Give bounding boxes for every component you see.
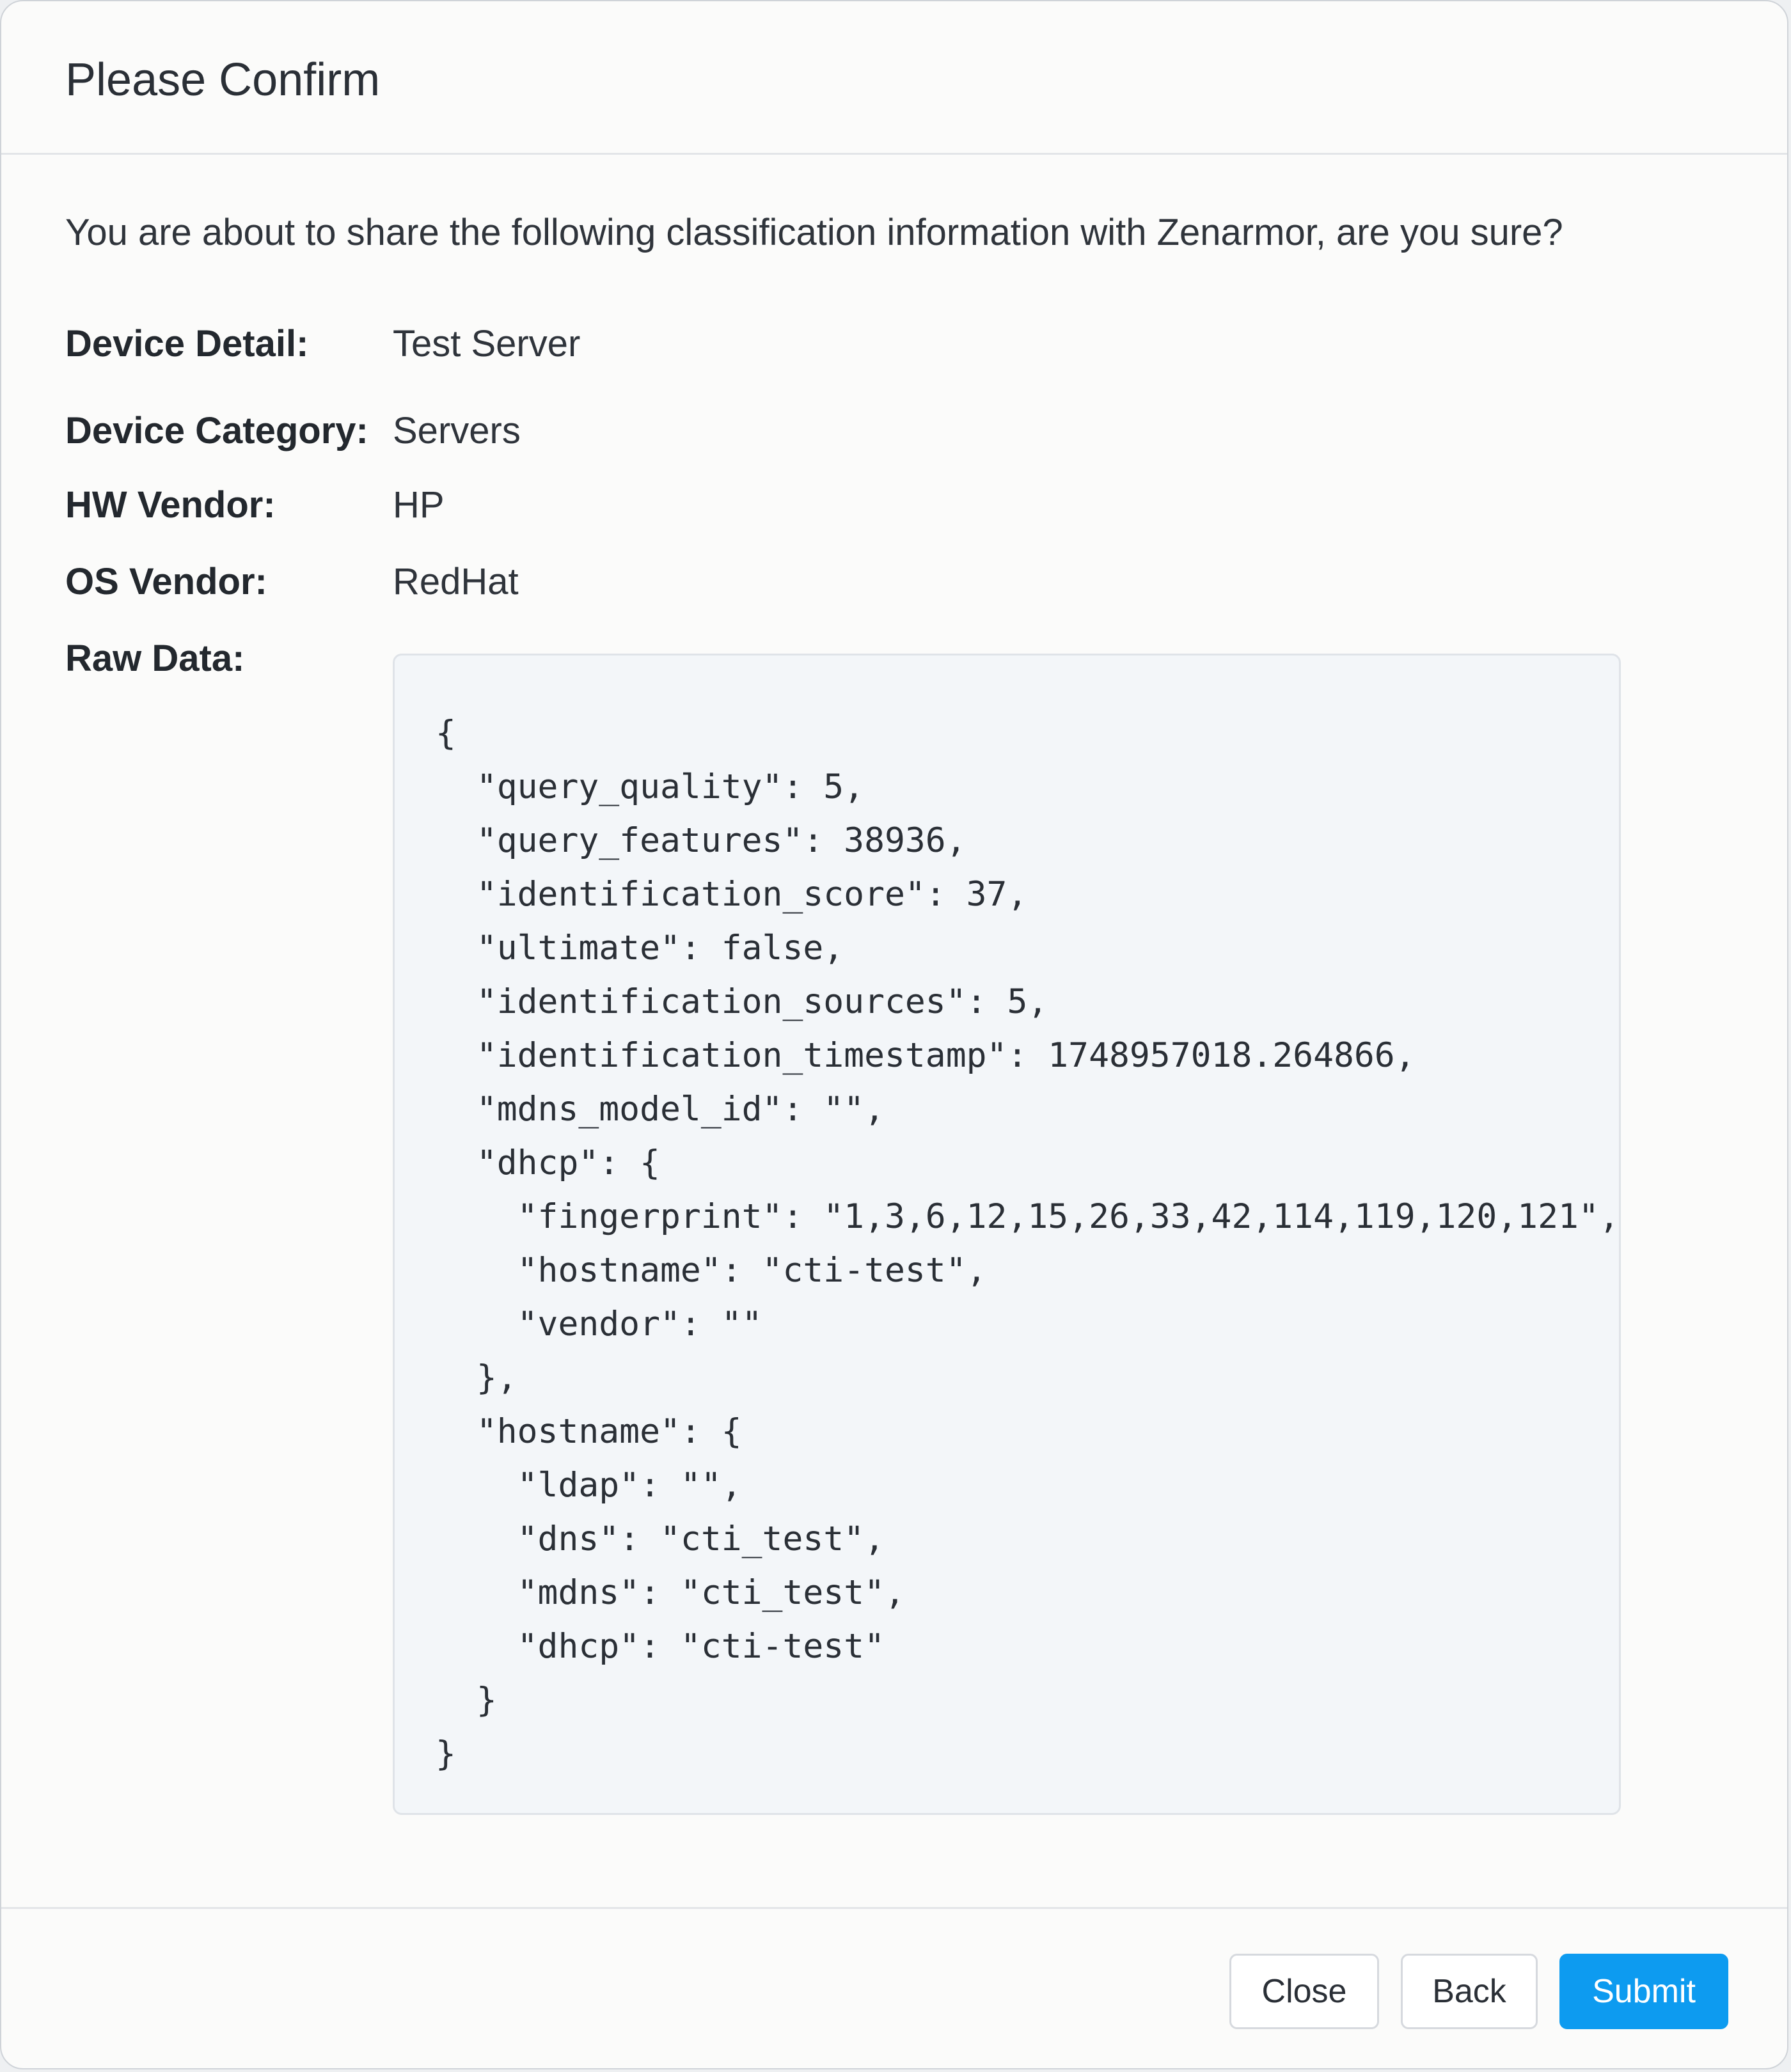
raw-data-box[interactable] <box>393 654 1621 1815</box>
submit-button[interactable]: Submit <box>1559 1954 1728 2029</box>
confirm-prompt: You are about to share the following classification information with Zenarmor, are you sure? <box>65 212 1563 253</box>
device-detail-label: Device Detail: <box>65 323 309 365</box>
device-category-value: Servers <box>393 410 521 451</box>
dialog-footer <box>1 1907 1787 2068</box>
close-button[interactable]: Close <box>1229 1954 1379 2029</box>
hw-vendor-value: HP <box>393 484 445 526</box>
os-vendor-value: RedHat <box>393 561 519 602</box>
hw-vendor-label: HW Vendor: <box>65 484 276 526</box>
raw-data-label: Raw Data: <box>65 638 245 679</box>
dialog-title: Please Confirm <box>65 54 381 106</box>
back-button[interactable]: Back <box>1401 1954 1538 2029</box>
device-detail-value: Test Server <box>393 323 581 365</box>
device-category-label: Device Category: <box>65 410 368 451</box>
dialog-header <box>1 1 1787 155</box>
raw-data-json: { "query_quality": 5, "query_features": 38936, "identification_score": 37, "ultimate": false, "identification_sources": 5, "identification_timestamp": 1748957018.264866, "mdns_model_id": "", "dhcp": { "fingerprint": "1,3,6,12,15,26,33,42,114,119,120,121", "hostname": "cti-test", "vendor": "" }, "hostname": { "ldap": "", "dns": "cti_test", "mdns": "cti_test", "dhcp": "cti-test" } } <box>436 714 1620 1773</box>
os-vendor-label: OS Vendor: <box>65 561 267 602</box>
